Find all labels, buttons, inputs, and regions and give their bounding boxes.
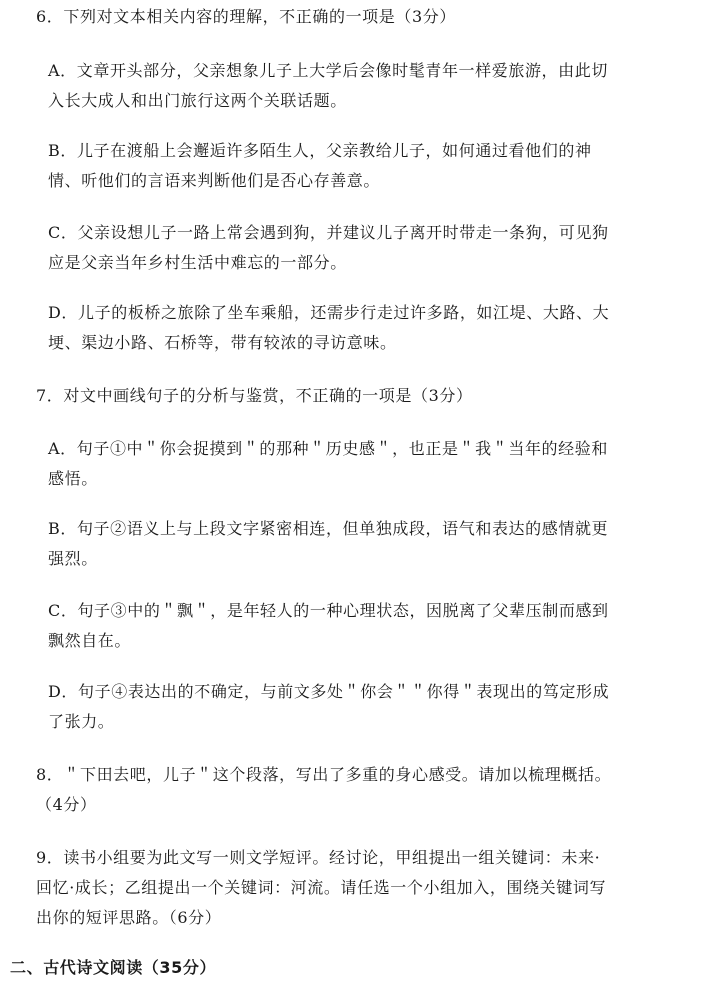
question-7-option-b <box>48 514 688 574</box>
option-text-line: C．句子③中的＂飘＂，是年轻人的一种心理状态，因脱离了父辈压制而感到 <box>48 601 609 620</box>
option-text-line: C．父亲设想儿子一路上常会遇到狗，并建议儿子离开时带走一条狗，可见狗 <box>48 223 609 242</box>
question-6-option-d <box>48 298 688 358</box>
option-text-line: B．句子②语义上与上段文字紧密相连，但单独成段，语气和表达的感情就更 <box>48 519 609 538</box>
question-6-option-a <box>48 56 688 116</box>
question-6-option-c <box>48 218 688 278</box>
question-7-stem: 7．对文中画线句子的分析与鉴赏，不正确的一项是（3分） <box>36 386 473 405</box>
option-text-line: 强烈。 <box>48 549 98 568</box>
option-text-line: 埂、渠边小路、石桥等，带有较浓的寻访意味。 <box>48 333 397 352</box>
question-score: （4分） <box>36 795 97 814</box>
option-text-line: D．句子④表达出的不确定，与前文多处＂你会＂＂你得＂表现出的笃定形成 <box>48 682 610 701</box>
option-text-line: 入长大成人和出门旅行这两个关联话题。 <box>48 91 347 110</box>
question-text-line: 出你的短评思路。（6分） <box>36 908 222 927</box>
option-text-line: 情、听他们的言语来判断他们是否心存善意。 <box>48 171 381 190</box>
option-text-line: A．句子①中＂你会捉摸到＂的那种＂历史感＂，也正是＂我＂当年的经验和 <box>48 439 608 458</box>
option-text-line: 飘然自在。 <box>48 631 132 650</box>
option-text-line: 感悟。 <box>48 469 98 488</box>
option-text-line: D．儿子的板桥之旅除了坐车乘船，还需步行走过许多路，如江堤、大路、大 <box>48 303 610 322</box>
question-8 <box>36 760 696 820</box>
option-text-line: A．文章开头部分，父亲想象儿子上大学后会像时髦青年一样爱旅游，由此切 <box>48 61 608 80</box>
question-text-line: 回忆·成长；乙组提出一个关键词：河流。请任选一个小组加入，围绕关键词写 <box>36 878 607 897</box>
question-7-option-a <box>48 434 688 494</box>
question-6-option-b <box>48 136 688 196</box>
option-text-line: 应是父亲当年乡村生活中难忘的一部分。 <box>48 253 347 272</box>
question-text-line: 8．＂下田去吧，儿子＂这个段落，写出了多重的身心感受。请加以梳理概括。 <box>36 765 612 784</box>
question-7-option-c <box>48 596 688 656</box>
option-text-line: 了张力。 <box>48 712 115 731</box>
question-6-stem: 6．下列对文本相关内容的理解，不正确的一项是（3分） <box>36 7 456 26</box>
question-text-line: 9．读书小组要为此文写一则文学短评。经讨论，甲组提出一组关键词：未来· <box>36 848 601 867</box>
question-9 <box>36 843 696 933</box>
section-heading: 二、古代诗文阅读（35分） <box>10 958 217 977</box>
option-text-line: B．儿子在渡船上会邂逅许多陌生人，父亲教给儿子，如何通过看他们的神 <box>48 141 592 160</box>
question-7-option-d <box>48 677 688 737</box>
